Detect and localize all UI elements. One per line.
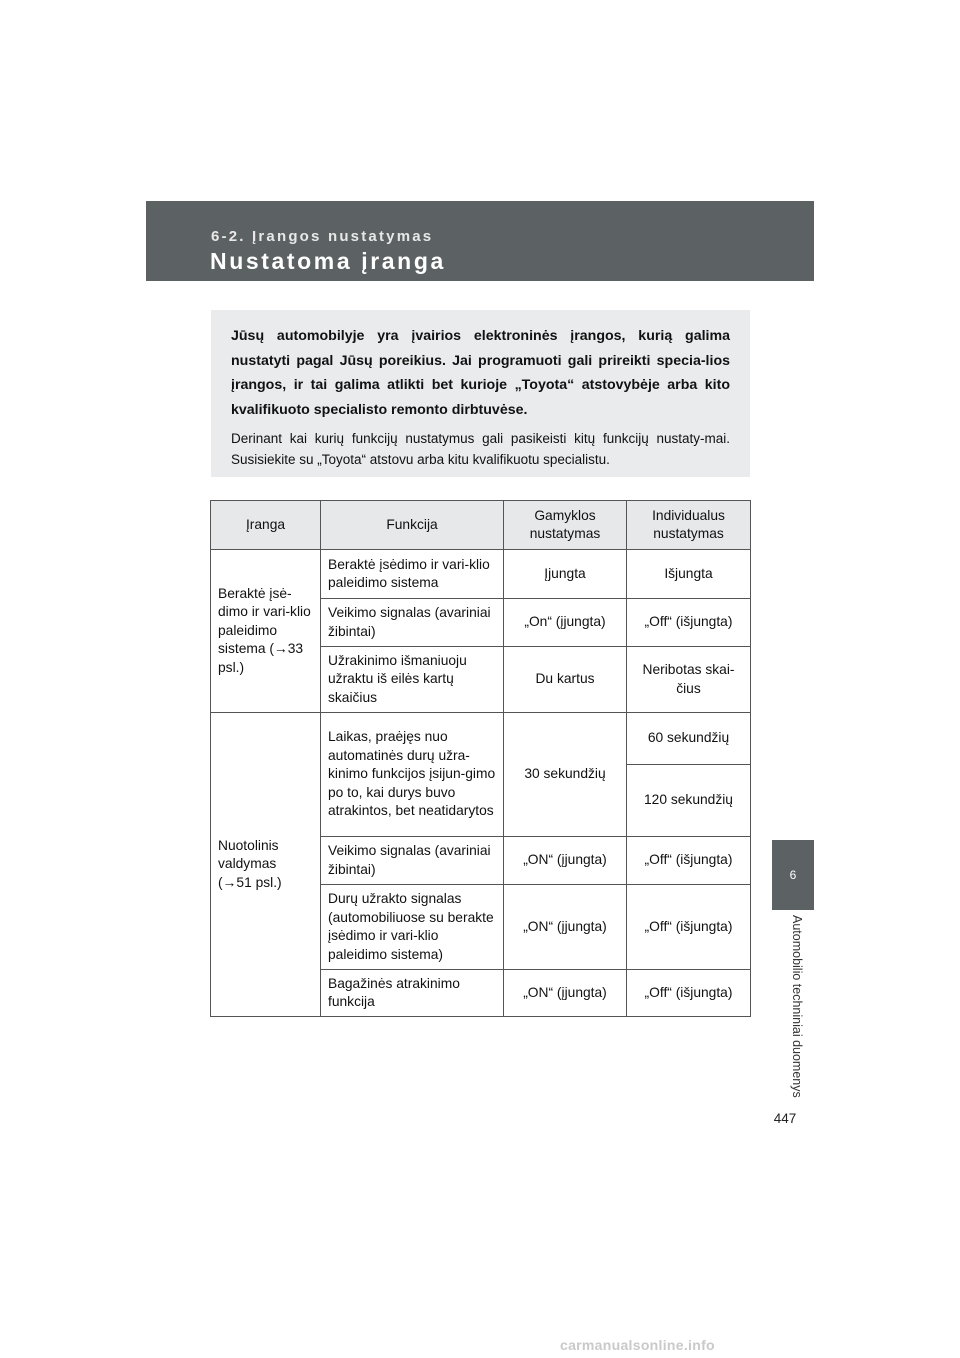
function-cell: Bagažinės atrakinimo funkcija [321,970,504,1017]
factory-cell: Du kartus [504,647,627,713]
factory-cell: 30 sekundžių [504,713,627,837]
custom-cell: Neribotas skai-čius [627,647,751,713]
factory-cell: „On“ (įjungta) [504,599,627,647]
header-equipment: Įranga [211,501,321,550]
header-factory-setting: Gamyklos nustatymas [504,501,627,550]
equipment-cell: Nuotolinis valdymas (→51 psl.) [211,713,321,1017]
custom-cell: „Off“ (išjungta) [627,970,751,1017]
intro-note-text: Derinant kai kurių funkcijų nustatymus gali pasikeisti kitų funkcijų nustaty-mai. Susisiekite su „Toyota“ atstovu arba kitu kvalifikuotu specialistu. [231,431,730,467]
custom-cell: Išjungta [627,550,751,599]
header-function: Funkcija [321,501,504,550]
table-row [211,713,751,765]
section-label: 6-2. Įrangos nustatymas [211,228,434,245]
table-row [211,550,751,599]
function-cell: Veikimo signalas (avariniai žibintai) [321,599,504,647]
factory-cell: „ON“ (įjungta) [504,885,627,970]
custom-cell: „Off“ (išjungta) [627,599,751,647]
function-cell: Beraktė įsėdimo ir vari-klio paleidimo sistema [321,550,504,599]
function-cell: Veikimo signalas (avariniai žibintai) [321,837,504,885]
table-header-row [211,501,751,550]
settings-table [210,500,751,1017]
page-number: 447 [773,1111,797,1126]
chapter-title: Automobilio techniniai duomenys [790,915,804,1098]
intro-bold-text: Jūsų automobilyje yra įvairios elektroninės įrangos, kurią galima nustatyti pagal Jūsų poreikius. Jai programuoti gali prireikti specia-lios įrangos, ir tai galima atlikti bet kurioje „Toyota“ atstovybėje arba kito kvalifikuoto specialisto remonto dirbtuvėse. [231,328,730,418]
custom-cell: „Off“ (išjungta) [627,837,751,885]
custom-cell: 120 sekundžių [627,765,751,837]
factory-cell: Įjungta [504,550,627,599]
custom-cell: 60 sekundžių [627,713,751,765]
section-header [146,201,814,281]
function-cell: Laikas, praėjęs nuo automatinės durų užra-kinimo funkcijos įsijun-gimo po to, kai durys buvo atrakintos, bet neatidarytos [321,713,504,837]
function-cell: Užrakinimo išmaniuoju užraktu iš eilės kartų skaičius [321,647,504,713]
custom-cell: „Off“ (išjungta) [627,885,751,970]
watermark: carmanualsonline.info [560,1337,715,1353]
function-cell: Durų užrakto signalas (automobiliuose su berakte įsėdimo ir vari-klio paleidimo sistema) [321,885,504,970]
intro-box [211,310,750,477]
header-custom-setting: Individualus nustatymas [627,501,751,550]
page-title: Nustatoma įranga [210,248,446,274]
factory-cell: „ON“ (įjungta) [504,970,627,1017]
factory-cell: „ON“ (įjungta) [504,837,627,885]
equipment-cell: Beraktė įsė-dimo ir vari-klio paleidimo sistema (→33 psl.) [211,550,321,713]
chapter-tab: 6 [772,840,814,910]
